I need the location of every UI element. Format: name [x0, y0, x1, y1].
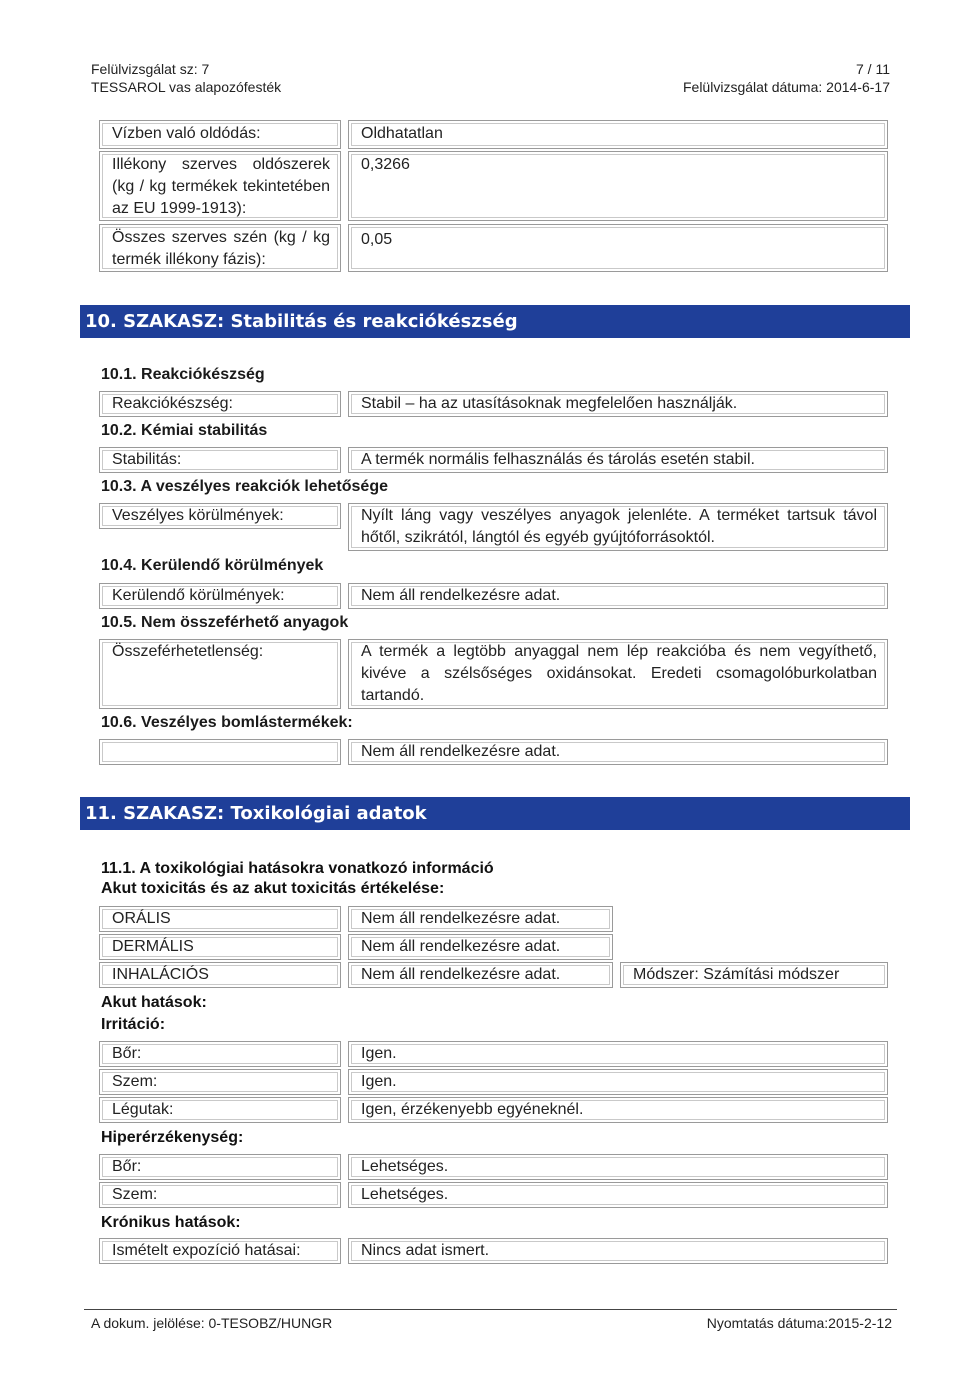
revision-number: Felülvizsgálat sz: 7 [91, 61, 210, 77]
conditions-to-avoid-label-cell: Kerülendő körülmények: [99, 583, 341, 609]
acute-toxicity-title: Akut toxicitás és az akut toxicitás értékelése: [101, 880, 445, 897]
decomposition-value-cell: Nem áll rendelkezésre adat. [348, 739, 888, 765]
print-date: Nyomtatás dátuma:2015-2-12 [706, 1315, 892, 1331]
voc-value-cell: 0,3266 [348, 151, 888, 221]
hypersensitivity-title: Hiperérzékenység: [101, 1129, 244, 1146]
irritation-airways-label-cell: Légutak: [99, 1097, 341, 1123]
section-10-header: 10. SZAKASZ: Stabilitás és reakciókészség [80, 305, 910, 338]
hazardous-conditions-label-cell: Veszélyes körülmények: [99, 503, 341, 529]
hazardous-conditions-value-cell: Nyílt láng vagy veszélyes anyagok jelenléte. A terméket tartsuk távol hőtől, szikrától, lángtól és egyéb gyújtóforrásoktól. [348, 503, 888, 551]
voc-label-cell: Illékony szerves oldószerek (kg / kg termékek tekintetében az EU 1999-1913): [99, 151, 341, 221]
subsection-10-5-title: 10.5. Nem összeférhető anyagok [101, 614, 349, 631]
irritation-skin-label-cell: Bőr: [99, 1041, 341, 1067]
hypersens-skin-label-cell: Bőr: [99, 1154, 341, 1180]
toc-label-cell: Összes szerves szén (kg / kg termék illékony fázis): [99, 224, 341, 272]
water-solubility-label-cell: Vízben való oldódás: [99, 120, 341, 149]
document-id: A dokum. jelölése: 0-TESOBZ/HUNGR [91, 1315, 333, 1331]
reactivity-label-cell: Reakciókészség: [99, 391, 341, 417]
subsection-10-1-title: 10.1. Reakciókészség [101, 366, 265, 383]
page-number: 7 / 11 [856, 61, 890, 77]
dermal-value-cell: Nem áll rendelkezésre adat. [348, 934, 613, 960]
irritation-eye-value-cell: Igen. [348, 1069, 888, 1095]
reactivity-value-cell: Stabil – ha az utasításoknak megfelelően használják. [348, 391, 888, 417]
irritation-airways-value-cell: Igen, érzékenyebb egyéneknél. [348, 1097, 888, 1123]
product-name: TESSAROL vas alapozófesték [91, 79, 282, 95]
subsection-11-1-title: 11.1. A toxikológiai hatásokra vonatkozó információ [101, 860, 494, 877]
section-11-header: 11. SZAKASZ: Toxikológiai adatok [80, 797, 910, 830]
subsection-10-4-title: 10.4. Kerülendő körülmények [101, 557, 324, 574]
subsection-10-6-title: 10.6. Veszélyes bomlástermékek: [101, 714, 353, 731]
hypersens-eye-value-cell: Lehetséges. [348, 1182, 888, 1208]
acute-effects-title: Akut hatások: [101, 994, 207, 1011]
decomposition-label-cell [99, 739, 341, 765]
water-solubility-value-cell: Oldhatatlan [348, 120, 888, 149]
hypersens-eye-label-cell: Szem: [99, 1182, 341, 1208]
incompatibility-value-cell: A termék a legtöbb anyaggal nem lép reakcióba és nem vegyíthető, kivéve a szélsőséges oxidánsokat. Eredeti csomagolóburkolatban tartandó. [348, 639, 888, 709]
oral-value-cell: Nem áll rendelkezésre adat. [348, 906, 613, 932]
stability-value-cell: A termék normális felhasználás és tárolás esetén stabil. [348, 447, 888, 473]
chronic-effects-title: Krónikus hatások: [101, 1214, 241, 1231]
toc-value-cell: 0,05 [348, 224, 888, 272]
subsection-10-2-title: 10.2. Kémiai stabilitás [101, 422, 268, 439]
irritation-skin-value-cell: Igen. [348, 1041, 888, 1067]
dermal-route-cell: DERMÁLIS [99, 934, 341, 960]
footer-divider [84, 1309, 897, 1310]
subsection-10-3-title: 10.3. A veszélyes reakciók lehetősége [101, 478, 388, 495]
inhalation-method-cell: Módszer: Számítási módszer [620, 962, 888, 988]
repeated-exposure-label-cell: Ismételt expozíció hatásai: [99, 1238, 341, 1264]
revision-date: Felülvizsgálat dátuma: 2014-6-17 [682, 79, 890, 95]
repeated-exposure-value-cell: Nincs adat ismert. [348, 1238, 888, 1264]
irritation-title: Irritáció: [101, 1016, 166, 1033]
stability-label-cell: Stabilitás: [99, 447, 341, 473]
inhalation-value-cell: Nem áll rendelkezésre adat. [348, 962, 613, 988]
irritation-eye-label-cell: Szem: [99, 1069, 341, 1095]
conditions-to-avoid-value-cell: Nem áll rendelkezésre adat. [348, 583, 888, 609]
hypersens-skin-value-cell: Lehetséges. [348, 1154, 888, 1180]
oral-route-cell: ORÁLIS [99, 906, 341, 932]
incompatibility-label-cell: Összeférhetetlenség: [99, 639, 341, 709]
inhalation-route-cell: INHALÁCIÓS [99, 962, 341, 988]
